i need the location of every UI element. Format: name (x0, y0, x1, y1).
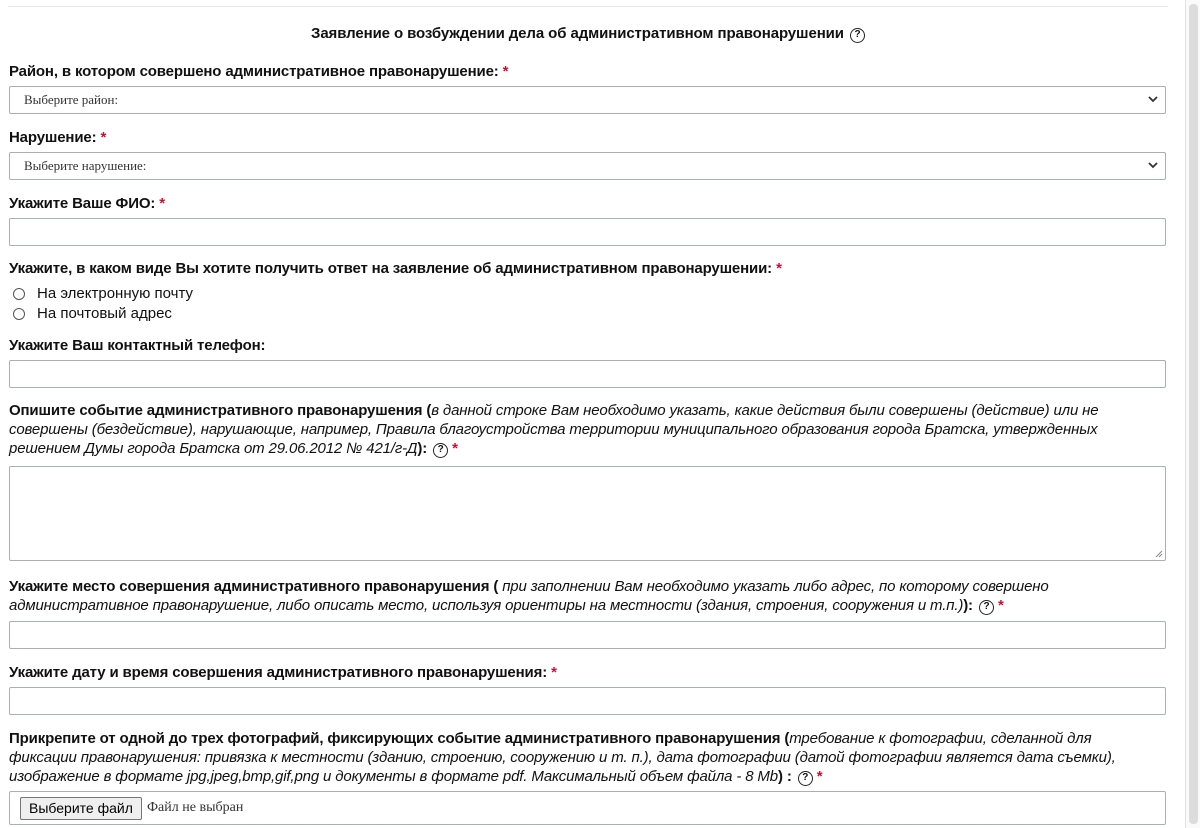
violation-label-text: Нарушение: (9, 129, 97, 146)
choose-file-button[interactable]: Выберите файл (20, 797, 142, 820)
phone-label (9, 336, 1159, 355)
fio-input[interactable] (9, 218, 1166, 246)
reply-option-email[interactable] (13, 285, 193, 303)
file-upload (9, 791, 1166, 825)
place-input[interactable] (9, 621, 1166, 649)
required-mark: * (502, 63, 509, 80)
help-icon[interactable]: ? (433, 443, 448, 458)
reply-label (9, 259, 1159, 278)
reply-option-label: На электронную почту (37, 285, 194, 302)
violation-select[interactable] (9, 152, 1166, 180)
vertical-scrollbar[interactable] (1185, 0, 1200, 828)
place-hint: при заполнении Вам необходимо указать либо адрес, по которому совершено административное правонарушение, либо описать место, используя ориентиры на местности (здания, строения, сооружения и т.п.) (9, 578, 1049, 614)
district-label (9, 62, 1159, 81)
event-label-end: ): (417, 440, 428, 457)
radio-button[interactable] (13, 308, 25, 320)
violation-label (9, 128, 1159, 147)
photos-label-text: Прикрепите от одной до трех фотографий, фиксирующих событие административного правонарушения ( (9, 730, 790, 747)
district-label-text: Район, в котором совершено административное правонарушение: (9, 63, 499, 80)
event-hint: в данной строке Вам необходимо указать, какие действия были совершены (действие) или не совершены (бездействие), нарушающие, например, Правила благоустройства территории муниципального образования города Братска, утвержденных решением Думы города Братска от 29.06.2012 № 421/г-Д (9, 402, 1099, 457)
radio-button[interactable] (13, 288, 25, 300)
required-mark: * (452, 440, 458, 457)
datetime-label-text: Укажите дату и время совершения административного правонарушения: (9, 664, 548, 681)
form-title-text: Заявление о возбуждении дела об административном правонарушении (311, 25, 844, 42)
photos-label (9, 729, 1159, 786)
chevron-down-icon (1147, 159, 1159, 171)
place-label-text: Укажите место совершения административного правонарушения ( (9, 578, 499, 595)
reply-option-post[interactable] (13, 305, 172, 323)
required-mark: * (816, 768, 823, 785)
form-title (0, 25, 1176, 43)
photos-label-end: ) : (777, 768, 792, 785)
phone-label-text: Укажите Ваш контактный телефон: (9, 337, 266, 354)
help-icon[interactable]: ? (850, 28, 865, 43)
required-mark: * (776, 260, 782, 277)
required-mark: * (159, 195, 165, 212)
district-select[interactable] (9, 86, 1166, 114)
fio-label (9, 194, 1159, 213)
reply-option-label: На почтовый адрес (37, 305, 172, 322)
resize-grip-icon[interactable] (1154, 549, 1163, 558)
chevron-down-icon (1147, 93, 1159, 105)
datetime-label (9, 663, 1159, 682)
place-label (9, 577, 1159, 615)
scrollbar-thumb[interactable] (1189, 4, 1198, 824)
required-mark: * (551, 664, 557, 681)
fio-label-text: Укажите Ваше ФИО: (9, 195, 156, 212)
event-textarea[interactable] (9, 466, 1166, 561)
photos-hint: требование к фотографии, сделанной для фиксации правонарушения: привязка к местности (зданию, строению, сооружению и т. п.), дата фотографии (датой фотографии является дата съемки), изображение в формате jpg,jpeg,bmp,gif,png и документы в формате pdf. Максимальный объем файла - 8 Mb (9, 730, 1116, 785)
violation-select-value: Выберите нарушение: (24, 158, 147, 173)
datetime-input[interactable] (9, 687, 1166, 715)
place-label-end: ): (963, 597, 973, 614)
district-select-value: Выберите район: (24, 92, 119, 107)
event-label (9, 401, 1159, 458)
phone-input[interactable] (9, 360, 1166, 388)
file-status: Файл не выбран (147, 800, 244, 815)
help-icon[interactable]: ? (979, 600, 994, 615)
top-divider (8, 6, 1168, 7)
help-icon[interactable]: ? (798, 771, 813, 786)
reply-label-text: Укажите, в каком виде Вы хотите получить ответ на заявление об административном правонарушении: (9, 260, 773, 277)
event-label-text: Опишите событие административного правонарушения ( (9, 402, 432, 419)
required-mark: * (997, 597, 1004, 614)
required-mark: * (100, 129, 107, 146)
